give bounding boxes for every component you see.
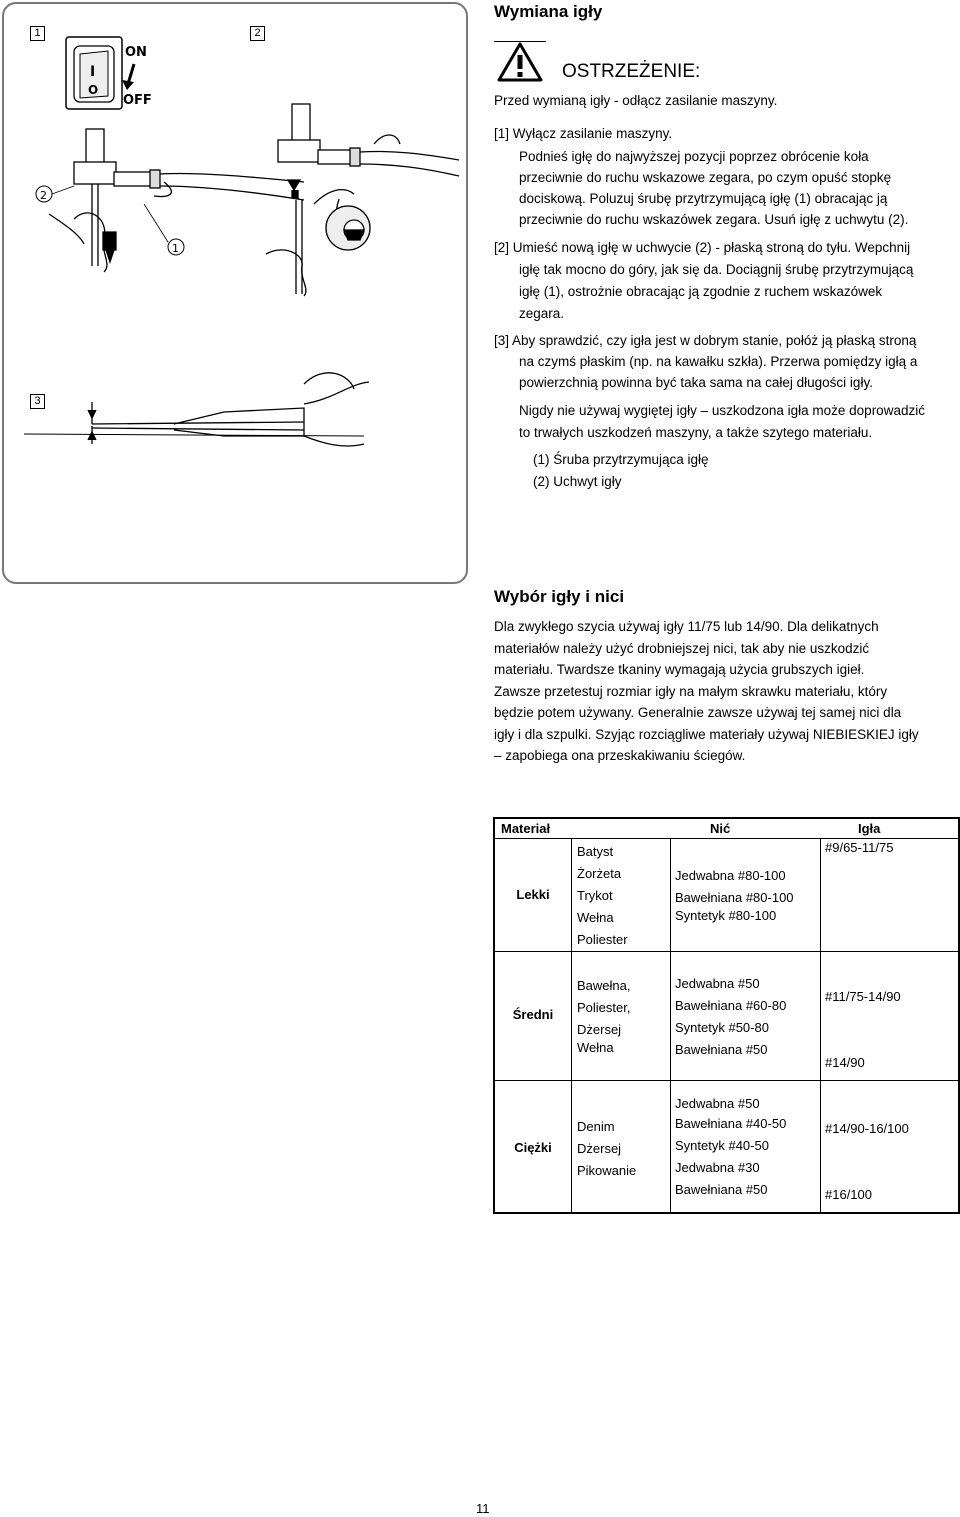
material-item: Trykot bbox=[577, 888, 613, 903]
thread-item: Jedwabna #50 bbox=[675, 1096, 760, 1111]
needle-item: #16/100 bbox=[825, 1187, 872, 1202]
thread-item: Jedwabna #30 bbox=[675, 1160, 760, 1175]
needle-on-flat-surface bbox=[24, 373, 369, 446]
step-2-line: igłę tak mocno do góry, jak się da. Dociągnij śrubę przytrzymującą bbox=[519, 262, 914, 277]
category-label: Lekki bbox=[516, 887, 550, 902]
table-row bbox=[495, 839, 958, 952]
header-material: Materiał bbox=[501, 821, 551, 836]
material-item: Żorżeta bbox=[577, 866, 622, 881]
thread-item: Syntetyk #40-50 bbox=[675, 1138, 769, 1153]
table-row bbox=[495, 952, 958, 1081]
svg-text:I: I bbox=[90, 64, 96, 80]
step-1-line: przeciwnie do ruchu wskazowe zegara, po czym opuść stopkę bbox=[519, 170, 892, 185]
material-item: Denim bbox=[577, 1119, 615, 1134]
step-1-line: przeciwnie do ruchu wskazówek zegara. Usuń igłę z uchwytu (2). bbox=[519, 212, 909, 227]
needle-item: #11/75-14/90 bbox=[825, 989, 901, 1004]
svg-text:1: 1 bbox=[172, 242, 179, 255]
needle-change-drawing bbox=[4, 4, 466, 582]
thread-item: Bawełniana #80-100 bbox=[675, 890, 794, 905]
needle-item: #14/90-16/100 bbox=[825, 1121, 909, 1136]
legend-item: (2) Uchwyt igły bbox=[533, 474, 622, 489]
step-2-line: igłę (1), ostrożnie obracając ją zgodnie z ruchem wskazówek bbox=[519, 284, 883, 299]
step-label-3: 3 bbox=[30, 394, 45, 409]
body-line: – zapobiega ona przeskakiwaniu ściegów. bbox=[494, 748, 746, 763]
material-item: Dżersej bbox=[577, 1141, 622, 1156]
material-item: Dżersej bbox=[577, 1022, 622, 1037]
header-needle: Igła bbox=[858, 821, 881, 836]
step-1-line: dociskową. Poluzuj śrubę przytrzymującą igłę (1) obracając ją bbox=[519, 191, 888, 206]
needle-item: #14/90 bbox=[825, 1055, 865, 1070]
note-line: to trwałych uszkodzeń maszyny, a także szytego materiału. bbox=[519, 425, 873, 440]
thread-item: Bawełniana #40-50 bbox=[675, 1116, 787, 1131]
step-2-lead: [2] Umieść nową igłę w uchwycie (2) - płaską stroną do tyłu. Wepchnij bbox=[494, 240, 911, 255]
category-label: Średni bbox=[512, 1007, 554, 1022]
warning-icon bbox=[497, 42, 543, 82]
step-1-line: Podnieś igłę do najwyższej pozycji poprzez obrócenie koła bbox=[519, 149, 869, 164]
note-line: Nigdy nie używaj wygiętej igły – uszkodzona igła może doprowadzić bbox=[519, 403, 925, 418]
svg-text:2: 2 bbox=[40, 189, 47, 202]
body-line: Zawsze przetestuj rozmiar igły na małym skrawku materiału, który bbox=[494, 683, 888, 699]
warning-heading: OSTRZEŻENIE: bbox=[562, 61, 701, 82]
material-item: Batyst bbox=[577, 844, 614, 859]
material-item: Pikowanie bbox=[577, 1163, 637, 1178]
material-item: Poliester, bbox=[577, 1000, 631, 1015]
material-item: Poliester bbox=[577, 932, 628, 947]
category-label: Ciężki bbox=[514, 1140, 552, 1155]
thread-item: Syntetyk #80-100 bbox=[675, 908, 777, 923]
illustration-panel bbox=[2, 2, 468, 584]
body-line: materiału. Twardsze tkaniny wymagają użycia grubszych igieł. bbox=[494, 662, 865, 677]
thread-item: Bawełniana #50 bbox=[675, 1182, 768, 1197]
material-item: Bawełna, bbox=[577, 978, 631, 993]
needle-item: #9/65-11/75 bbox=[825, 840, 894, 855]
thread-item: Bawełniana #60-80 bbox=[675, 998, 787, 1013]
svg-text:O: O bbox=[88, 83, 99, 97]
svg-text:ON: ON bbox=[125, 45, 147, 60]
flat-side-icon bbox=[326, 206, 370, 250]
step-3-lead: [3] Aby sprawdzić, czy igła jest w dobrym stanie, połóż ją płaską stroną bbox=[494, 333, 917, 348]
thread-item: Bawełniana #50 bbox=[675, 1042, 768, 1057]
step-label-1: 1 bbox=[30, 26, 45, 41]
page-number: 11 bbox=[476, 1501, 490, 1516]
step-2-line: zegara. bbox=[519, 306, 565, 321]
thread-item: Jedwabna #50 bbox=[675, 976, 760, 991]
needle-clamp-right bbox=[266, 104, 459, 296]
step-label-2: 2 bbox=[250, 26, 265, 41]
material-item: Wełna bbox=[577, 1040, 614, 1055]
thread-item: Syntetyk #50-80 bbox=[675, 1020, 769, 1035]
step-1-lead: [1] Wyłącz zasilanie maszyny. bbox=[494, 126, 673, 141]
thread-item: Jedwabna #80-100 bbox=[675, 868, 786, 883]
table-row bbox=[495, 1081, 958, 1214]
section-title-needle-thread-choice: Wybór igły i nici bbox=[494, 587, 625, 606]
body-line: igły i dla szpulki. Szyjąc rozciągliwe materiały używaj NIEBIESKIEJ igły bbox=[494, 726, 919, 742]
body-line: będzie potem używany. Generalnie zawsze używaj tej samej nici dla bbox=[494, 705, 902, 720]
header-thread: Nić bbox=[710, 821, 731, 836]
svg-text:OFF: OFF bbox=[123, 93, 152, 108]
table-header-row bbox=[495, 819, 958, 839]
step-3-line: na czymś płaskim (np. na kawałku szkła). Przerwa pomiędzy igłą a bbox=[519, 354, 918, 369]
material-item: Wełna bbox=[577, 910, 614, 925]
warning-text: Przed wymianą igły - odłącz zasilanie maszyny. bbox=[494, 93, 778, 108]
step-3-line: powierzchnią powinna być taka sama na całej długości igły. bbox=[519, 375, 873, 390]
section-title-needle-change: Wymiana igły bbox=[494, 2, 603, 21]
needle-thread-table bbox=[493, 817, 960, 1214]
section-body bbox=[494, 616, 956, 767]
body-line: Dla zwykłego szycia używaj igły 11/75 lub 14/90. Dla delikatnych bbox=[494, 619, 879, 634]
legend-item: (1) Śruba przytrzymująca igłę bbox=[533, 452, 709, 467]
body-line: materiałów należy użyć drobniejszej nici, tak aby nie uszkodzić bbox=[494, 640, 870, 656]
power-switch-icon bbox=[66, 37, 152, 109]
